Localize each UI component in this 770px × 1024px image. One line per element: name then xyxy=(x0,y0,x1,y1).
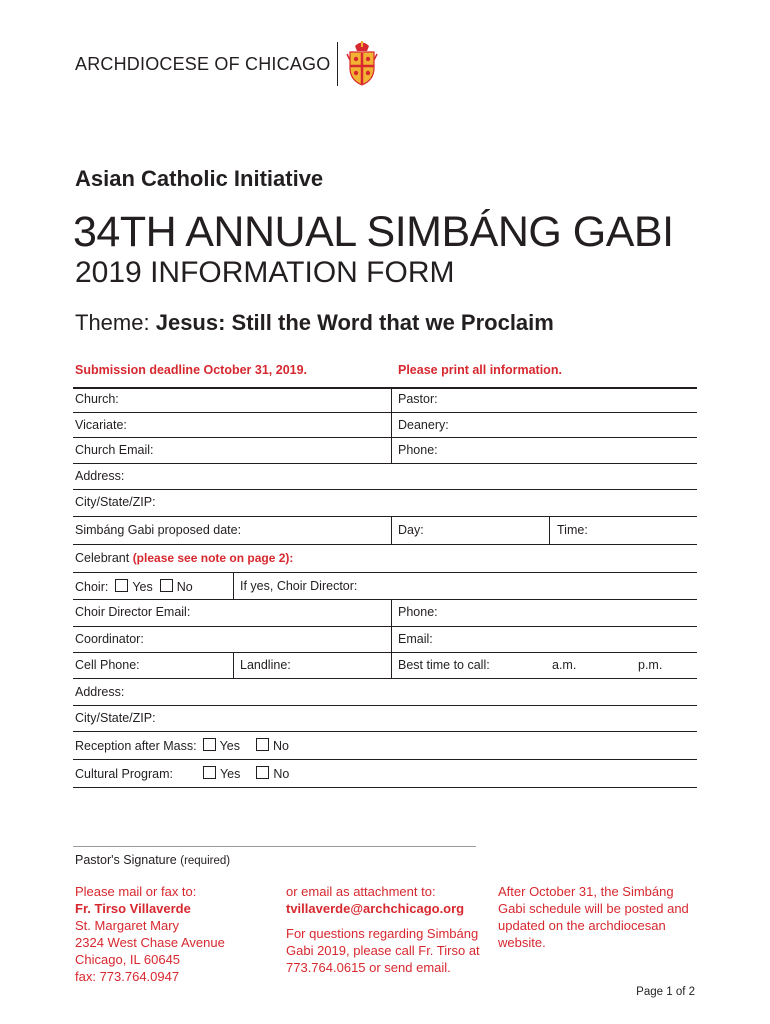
choir-label: Choir: xyxy=(75,580,109,594)
celebrant-label: Celebrant xyxy=(75,551,130,565)
landline-field[interactable]: Landline: xyxy=(240,658,291,672)
archdiocese-crest-icon xyxy=(345,40,379,86)
theme-value: Jesus: Still the Word that we Proclaim xyxy=(155,310,554,335)
page-subtitle: 2019 INFORMATION FORM xyxy=(75,256,455,289)
page-number: Page 1 of 2 xyxy=(636,986,695,998)
questions-line-3: 773.764.0615 or send email. xyxy=(286,960,451,975)
address-field[interactable]: Address: xyxy=(75,469,125,483)
form-rule xyxy=(73,678,697,679)
signature-required-note: (required) xyxy=(180,855,231,867)
reception-no-checkbox[interactable] xyxy=(256,738,269,751)
choir-no-label: No xyxy=(176,580,193,594)
schedule-note-column xyxy=(498,883,689,951)
celebrant-field[interactable] xyxy=(75,551,293,565)
header-divider xyxy=(337,42,338,86)
form-rule xyxy=(73,652,697,653)
form-rule xyxy=(73,463,697,464)
street-address: 2324 West Chase Avenue xyxy=(75,935,225,950)
vicariate-field[interactable]: Vicariate: xyxy=(75,418,127,432)
choir-director-field[interactable]: If yes, Choir Director: xyxy=(240,579,358,593)
reception-yes-checkbox[interactable] xyxy=(203,738,216,751)
email-contact-column xyxy=(286,883,480,976)
cultural-field xyxy=(75,766,289,781)
column-divider xyxy=(391,388,392,463)
celebrant-note: (please see note on page 2): xyxy=(132,551,294,565)
form-rule xyxy=(73,489,697,490)
signature-label xyxy=(75,853,230,867)
cultural-yes-label: Yes xyxy=(219,767,241,781)
coordinator-city-state-zip-field[interactable]: City/State/ZIP: xyxy=(75,711,156,725)
church-field[interactable]: Church: xyxy=(75,392,119,406)
column-divider xyxy=(549,516,550,544)
reception-no-label: No xyxy=(273,739,289,753)
reception-yes-label: Yes xyxy=(219,739,240,753)
theme-line xyxy=(75,310,554,336)
cultural-no-label: No xyxy=(273,767,290,781)
pm-option[interactable]: p.m. xyxy=(638,658,663,672)
fax-number: fax: 773.764.0947 xyxy=(75,969,180,984)
questions-line-2: Gabi 2019, please call Fr. Tirso at xyxy=(286,943,480,958)
print-note: Please print all information. xyxy=(398,363,562,377)
form-rule xyxy=(73,626,697,627)
contact-email-link[interactable]: tvillaverde@archchicago.org xyxy=(286,901,465,916)
form-rule xyxy=(73,599,697,600)
choir-phone-field[interactable]: Phone: xyxy=(398,605,438,619)
org-name: ARCHDIOCESE OF CHICAGO xyxy=(75,54,331,74)
choir-no-checkbox[interactable] xyxy=(160,579,173,592)
time-field[interactable]: Time: xyxy=(557,523,588,537)
choir-yes-checkbox[interactable] xyxy=(115,579,128,592)
coordinator-email-field[interactable]: Email: xyxy=(398,632,433,646)
column-divider xyxy=(391,599,392,678)
initiative-heading: Asian Catholic Initiative xyxy=(75,166,324,191)
form-rule xyxy=(73,516,697,517)
choir-field xyxy=(75,579,193,594)
coordinator-address-field[interactable]: Address: xyxy=(75,685,125,699)
phone-field[interactable]: Phone: xyxy=(398,443,438,457)
signature-label-text: Pastor's Signature xyxy=(75,853,177,867)
church-email-field[interactable]: Church Email: xyxy=(75,443,154,457)
form-rule xyxy=(73,544,697,545)
coordinator-field[interactable]: Coordinator: xyxy=(75,632,144,646)
cell-phone-field[interactable]: Cell Phone: xyxy=(75,658,140,672)
submission-deadline: Submission deadline October 31, 2019. xyxy=(75,363,308,377)
form-rule xyxy=(73,731,697,732)
email-instruction: or email as attachment to: xyxy=(286,884,436,899)
mail-contact-column xyxy=(75,883,225,985)
cultural-no-checkbox[interactable] xyxy=(256,766,269,779)
proposed-date-field[interactable]: Simbáng Gabi proposed date: xyxy=(75,523,242,537)
form-top-rule xyxy=(73,387,697,389)
best-time-field[interactable]: Best time to call: xyxy=(398,658,490,672)
schedule-note-1: After October 31, the Simbáng xyxy=(498,884,674,899)
form-rule xyxy=(73,787,697,788)
reception-label: Reception after Mass: xyxy=(75,739,197,753)
form-rule xyxy=(73,572,697,573)
page-title: 34TH ANNUAL SIMBÁNG GABI xyxy=(73,208,674,256)
choir-yes-label: Yes xyxy=(132,580,153,594)
choir-director-email-field[interactable]: Choir Director Email: xyxy=(75,605,191,619)
am-option[interactable]: a.m. xyxy=(552,658,577,672)
form-rule xyxy=(73,412,697,413)
city-state-zip-field[interactable]: City/State/ZIP: xyxy=(75,495,156,509)
city-address: Chicago, IL 60645 xyxy=(75,952,181,967)
column-divider xyxy=(391,516,392,544)
schedule-note-3: updated on the archdiocesan xyxy=(498,918,666,933)
cultural-yes-checkbox[interactable] xyxy=(203,766,216,779)
form-rule xyxy=(73,437,697,438)
form-rule xyxy=(73,705,697,706)
mail-instruction: Please mail or fax to: xyxy=(75,884,197,899)
schedule-note-2: Gabi schedule will be posted and xyxy=(498,901,689,916)
cultural-label: Cultural Program: xyxy=(75,767,173,781)
column-divider xyxy=(233,572,234,599)
questions-line-1: For questions regarding Simbáng xyxy=(286,926,479,941)
column-divider xyxy=(233,652,234,678)
signature-line[interactable] xyxy=(73,846,476,847)
theme-label: Theme: xyxy=(75,310,150,335)
pastor-field[interactable]: Pastor: xyxy=(398,392,438,406)
day-field[interactable]: Day: xyxy=(398,523,424,537)
form-rule xyxy=(73,759,697,760)
deanery-field[interactable]: Deanery: xyxy=(398,418,449,432)
reception-field xyxy=(75,738,289,753)
contact-name: Fr. Tirso Villaverde xyxy=(75,901,191,916)
schedule-note-4: website. xyxy=(498,935,546,950)
parish-name: St. Margaret Mary xyxy=(75,918,180,933)
